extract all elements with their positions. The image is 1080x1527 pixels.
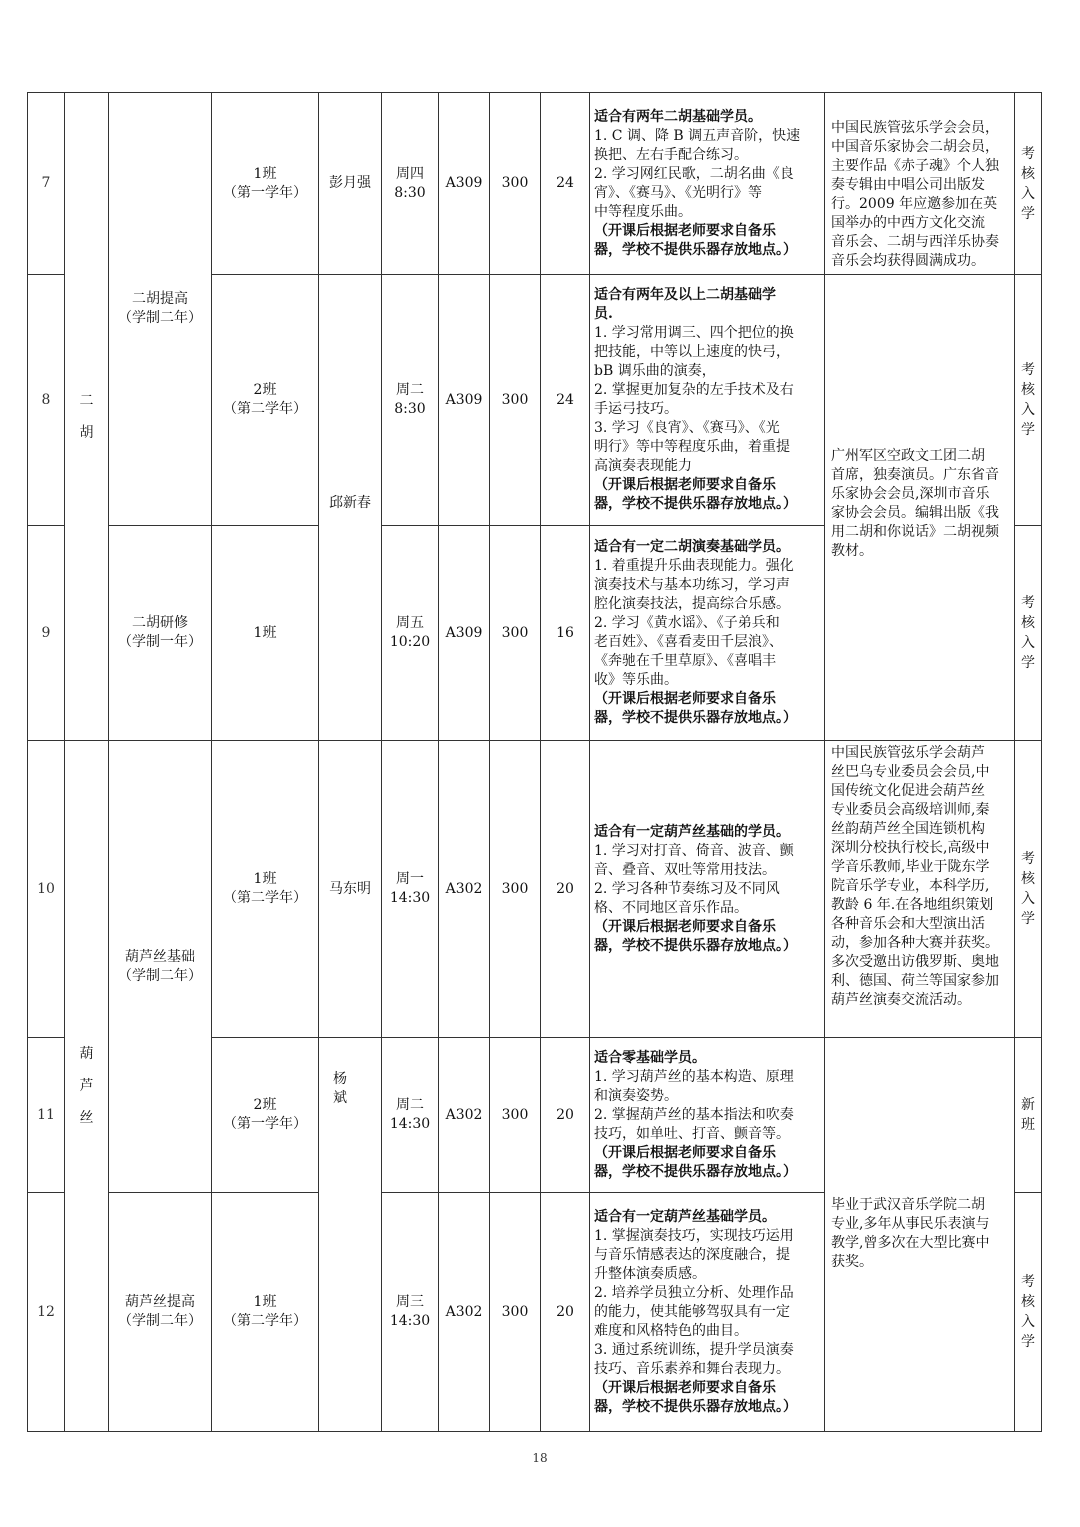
class-time: 周五 10:20	[382, 526, 439, 741]
capacity: 20	[541, 741, 590, 1038]
classroom: A302	[439, 1038, 490, 1193]
instrument-erhu: 二 胡	[65, 93, 109, 741]
capacity: 16	[541, 526, 590, 741]
course-name: 葫芦丝提高 （学制二年）	[109, 1193, 212, 1432]
class-time: 周二 8:30	[382, 275, 439, 526]
course-schedule-table	[27, 92, 1042, 1432]
fee: 300	[490, 1038, 541, 1193]
page-number: 18	[532, 1451, 548, 1465]
teacher-intro: 广州军区空政文工团二胡 首席，独奏演员。广东省音 乐家协会会员,深圳市音乐 家协会会员。编辑出版《我 用二胡和你说话》二胡视频 教材。	[825, 275, 1015, 741]
teacher-name: 马东明	[319, 741, 382, 1038]
course-name: 二胡研修 （学制一年）	[109, 526, 212, 741]
row-number: 12	[28, 1193, 65, 1432]
class-time: 周二 14:30	[382, 1038, 439, 1193]
teacher-name: 邱新春	[319, 275, 382, 741]
class-name: 1班 （第二学年）	[212, 741, 319, 1038]
course-description: 适合有一定葫芦丝基础的学员。 1. 学习对打音、倚音、波音、颤 音、叠音、双吐等常用技法。 2. 学习各种节奏练习及不同风 格、不同地区音乐作品。 （开课后根据老师要求自备乐 器，学校不提供乐器存放地点。）	[590, 741, 825, 1038]
classroom: A309	[439, 93, 490, 275]
instrument-hulusi: 葫 芦 丝	[65, 741, 109, 1432]
fee: 300	[490, 741, 541, 1038]
teacher-intro: 毕业于武汉音乐学院二胡 专业,多年从事民乐表演与 教学,曾多次在大型比赛中 获奖。	[825, 1038, 1015, 1432]
course-name: 葫芦丝基础 （学制二年）	[109, 741, 212, 1193]
teacher-name: 杨斌	[319, 1038, 382, 1432]
table-row	[28, 741, 1042, 1038]
enrollment-status: 考 核 入 学	[1015, 1193, 1042, 1432]
enrollment-status: 考 核 入 学	[1015, 93, 1042, 275]
teacher-intro: 中国民族管弦乐学会葫芦 丝巴乌专业委员会会员,中 国传统文化促进会葫芦丝 专业委员会高级培训师,秦 丝韵葫芦丝全国连锁机构 深圳分校执行校长,高级中 学音乐教师,毕业于陇东学 院音乐学专业，本科学历, 教龄 6 年.在各地组织策划 各种音乐会和大型演出活 动，参加各种大赛并获奖。 多次受邀出访俄罗斯、奥地 利、德国、荷兰等国家参加 葫芦丝演奏交流活动。	[825, 741, 1015, 1038]
fee: 300	[490, 275, 541, 526]
class-name: 2班 （第一学年）	[212, 1038, 319, 1193]
teacher-name: 彭月强	[319, 93, 382, 275]
capacity: 24	[541, 93, 590, 275]
fee: 300	[490, 1193, 541, 1432]
course-description: 适合零基础学员。 1. 学习葫芦丝的基本构造、原理 和演奏姿势。 2. 掌握葫芦丝的基本指法和吹奏 技巧，如单吐、打音、颤音等。 （开课后根据老师要求自备乐 器，学校不提供乐器存放地点。）	[590, 1038, 825, 1193]
row-number: 9	[28, 526, 65, 741]
enrollment-status: 考 核 入 学	[1015, 275, 1042, 526]
classroom: A302	[439, 741, 490, 1038]
row-number: 8	[28, 275, 65, 526]
enrollment-status: 考 核 入 学	[1015, 526, 1042, 741]
capacity: 20	[541, 1193, 590, 1432]
fee: 300	[490, 93, 541, 275]
teacher-intro: 中国民族管弦乐学会会员， 中国音乐家协会二胡会员， 主要作品《赤子魂》个人独 奏专辑由中唱公司出版发 行。2009 年应邀参加在英 国举办的中西方文化交流 音乐会、二胡与西洋乐协奏 音乐会均获得圆满成功。	[825, 93, 1015, 275]
row-number: 10	[28, 741, 65, 1038]
capacity: 20	[541, 1038, 590, 1193]
classroom: A302	[439, 1193, 490, 1432]
course-description: 适合有两年及以上二胡基础学 员. 1. 学习常用调三、四个把位的换 把技能，中等以上速度的快弓， bB 调乐曲的演奏， 2. 掌握更加复杂的左手技术及右 手运弓技巧。 3. 学习《良宵》、《赛马》、《光 明行》等中等程度乐曲，着重提 高演奏表现能力 （开课后根据老师要求自备乐 器，学校不提供乐器存放地点。）	[590, 275, 825, 526]
table-row	[28, 93, 1042, 275]
course-description: 适合有一定葫芦丝基础学员。 1. 掌握演奏技巧，实现技巧运用 与音乐情感表达的深度融合，提 升整体演奏质感。 2. 培养学员独立分析、处理作品 的能力，使其能够驾驭具有一定 难度和风格特色的曲目。 3. 通过系统训练，提升学员演奏 技巧、音乐素养和舞台表现力。 （开课后根据老师要求自备乐 器，学校不提供乐器存放地点。）	[590, 1193, 825, 1432]
capacity: 24	[541, 275, 590, 526]
class-time: 周一 14:30	[382, 741, 439, 1038]
fee: 300	[490, 526, 541, 741]
classroom: A309	[439, 526, 490, 741]
class-name: 1班 （第一学年）	[212, 93, 319, 275]
class-name: 1班 （第二学年）	[212, 1193, 319, 1432]
row-number: 7	[28, 93, 65, 275]
class-time: 周四 8:30	[382, 93, 439, 275]
course-description: 适合有一定二胡演奏基础学员。 1. 着重提升乐曲表现能力。强化 演奏技术与基本功练习，学习声 腔化演奏技法，提高综合乐感。 2. 学习《黄水谣》、《子弟兵和 老百姓》、《喜看麦田千层浪》、 《奔驰在千里草原》、《喜唱丰 收》等乐曲。 （开课后根据老师要求自备乐 器，学校不提供乐器存放地点。）	[590, 526, 825, 741]
class-name: 1班	[212, 526, 319, 741]
class-name: 2班 （第二学年）	[212, 275, 319, 526]
class-time: 周三 14:30	[382, 1193, 439, 1432]
row-number: 11	[28, 1038, 65, 1193]
enrollment-status: 考 核 入 学	[1015, 741, 1042, 1038]
classroom: A309	[439, 275, 490, 526]
course-description: 适合有两年二胡基础学员。 1. C 调、降 B 调五声音阶，快速 换把、左右手配合练习。 2. 学习网红民歌，二胡名曲《良 宵》、《赛马》、《光明行》等 中等程度乐曲。 （开课后根据老师要求自备乐 器，学校不提供乐器存放地点。）	[590, 93, 825, 275]
enrollment-status: 新 班	[1015, 1038, 1042, 1193]
course-name: 二胡提高 （学制二年）	[109, 93, 212, 526]
